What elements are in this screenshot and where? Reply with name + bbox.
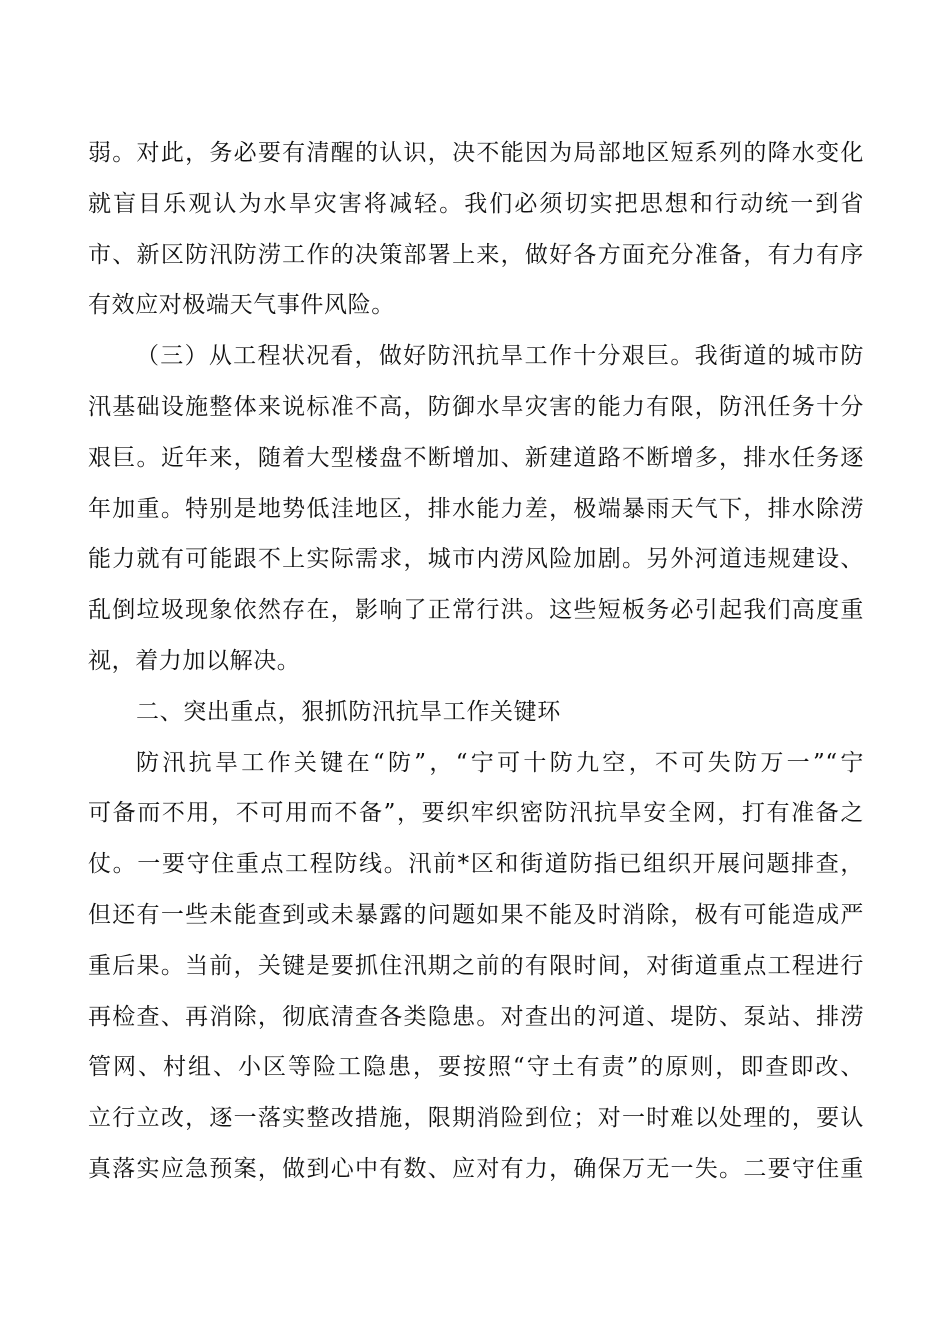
text-line: 市、新区防汛防涝工作的决策部署上来，做好各方面充分准备，有力有序 bbox=[88, 241, 864, 268]
document-body bbox=[88, 128, 864, 1195]
text-line: 但还有一些未能查到或未暴露的问题如果不能及时消除，极有可能造成严 bbox=[88, 901, 864, 928]
text-line: 乱倒垃圾现象依然存在，影响了正常行洪。这些短板务必引起我们高度重 bbox=[88, 597, 864, 624]
text-line: 有效应对极端天气事件风险。 bbox=[88, 292, 395, 319]
text-line: 汛基础设施整体来说标准不高，防御水旱灾害的能力有限，防汛任务十分 bbox=[88, 393, 864, 420]
text-line: 再检查、再消除，彻底清查各类隐患。对查出的河道、堤防、泵站、排涝 bbox=[88, 1003, 864, 1030]
text-line: 弱。对此，务必要有清醒的认识，决不能因为局部地区短系列的降水变化 bbox=[88, 140, 864, 166]
text-line: 可备而不用，不可用而不备”，要织牢织密防汛抗旱安全网，打有准备之 bbox=[88, 800, 864, 827]
text-line: 重后果。当前，关键是要抓住汛期之前的有限时间，对街道重点工程进行 bbox=[88, 952, 864, 979]
paragraph-start-line: （三）从工程状况看，做好防汛抗旱工作十分艰巨。我街道的城市防 bbox=[136, 343, 864, 370]
text-line: 就盲目乐观认为水旱灾害将减轻。我们必须切实把思想和行动统一到省 bbox=[88, 190, 864, 217]
text-line: 能力就有可能跟不上实际需求，城市内涝风险加剧。另外河道违规建设、 bbox=[88, 546, 864, 573]
text-line: 仗。一要守住重点工程防线。汛前*区和街道防指已组织开展问题排查， bbox=[88, 851, 864, 878]
section-heading: 二、突出重点，狠抓防汛抗旱工作关键环 bbox=[136, 698, 561, 725]
text-line: 年加重。特别是地势低洼地区，排水能力差，极端暴雨天气下，排水除涝 bbox=[88, 495, 864, 522]
text-line: 管网、村组、小区等险工隐患，要按照“守土有责”的原则，即查即改、 bbox=[88, 1054, 864, 1081]
text-line: 视，着力加以解决。 bbox=[88, 647, 301, 674]
text-line: 真落实应急预案，做到心中有数、应对有力，确保万无一失。二要守住重 bbox=[88, 1155, 864, 1182]
text-line: 艰巨。近年来，随着大型楼盘不断增加、新建道路不断增多，排水任务逐 bbox=[88, 444, 864, 471]
paragraph-start-line: 防汛抗旱工作关键在“防”，“宁可十防九空，不可失防万一”“宁 bbox=[136, 749, 864, 776]
text-line: 立行立改，逐一落实整改措施，限期消险到位；对一时难以处理的，要认 bbox=[88, 1105, 864, 1132]
